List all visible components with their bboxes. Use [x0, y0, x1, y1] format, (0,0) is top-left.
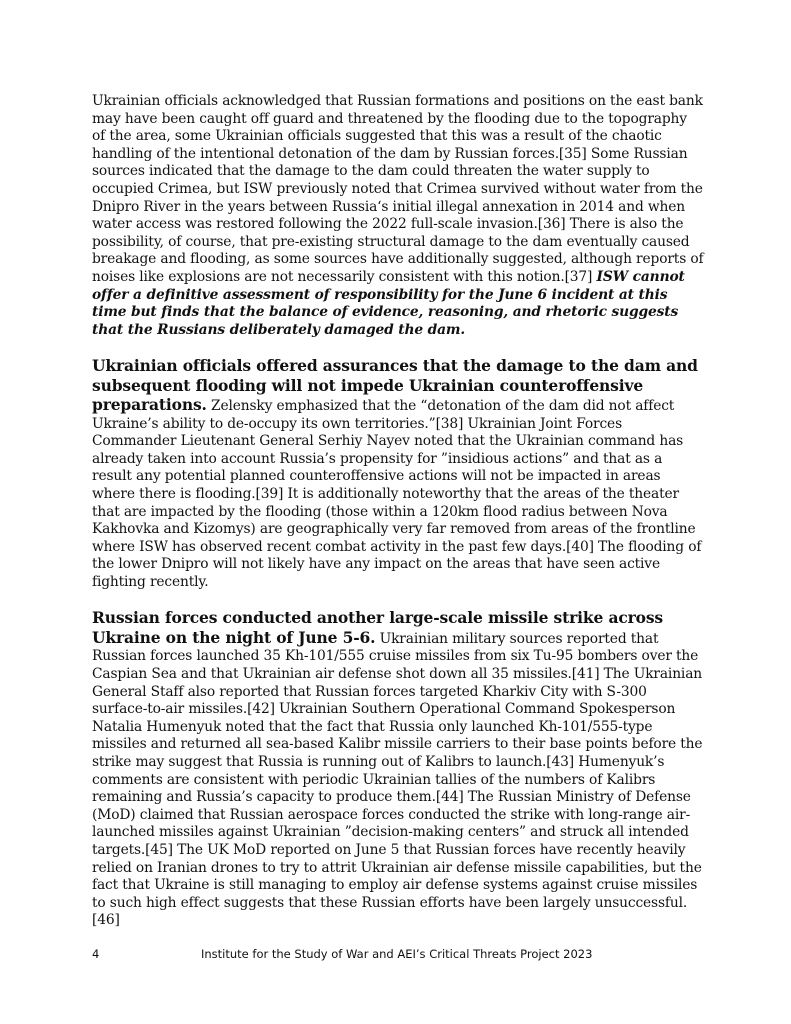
assessment-emphasis: ISW cannot offer a definitive assessment of responsibility for the June 6 incident at this time but finds that the balance of evidence, reasoning, and rhetoric suggests that the Russians deliberately damaged the dam. — [92, 268, 685, 338]
paragraph-counteroffensive — [92, 357, 704, 592]
page-number: 4 — [92, 947, 100, 961]
paragraph-missile-strike — [92, 609, 704, 930]
paragraph-text: Ukrainian officials acknowledged that Russian formations and positions on the east bank may have been caught off guard and threatened by the flooding due to the topography of the area, some Ukrainian officials suggested that this was a result of the chaotic handling of the intentional detonation of the dam by Russian forces.[35] Some Russian sources indicated that the damage to the dam could threaten the water supply to occupied Crimea, but ISW previously noted that Crimea survived without water from the Dnipro River in the years between Russia‘s initial illegal annexation in 2014 and when water access was restored following the 2022 full-scale invasion.[36] There is also the possibility, of course, that pre-existing structural damage to the dam eventually caused breakage and flooding, as some sources have additionally suggested, although reports of noises like explosions are not necessarily consistent with this notion.[37] — [92, 93, 704, 285]
paragraph-lead: Russian forces conducted another large-scale missile strike across Ukraine on the night of June 5-6. — [92, 608, 663, 647]
paragraph-text: Zelensky emphasized that the “detonation of the dam did not affect Ukraine’s ability to de-occupy its own territories.”[38] Ukrainian Joint Forces Commander Lieutenant General Serhiy Nayev noted that the Ukrainian command has already taken into account Russia’s propensity for ”insidious actions” and that as a result any potential planned counteroffensive actions will not be impacted in areas where there is flooding.[39] It is additionally noteworthy that the areas of the theater that are impacted by the flooding (those within a 120km flood radius between Nova Kakhovka and Kizomys) are geographically very far removed from areas of the frontline where ISW has observed recent combat activity in the past few days.[40] The flooding of the lower Dnipro will not likely have any impact on the areas that have seen active fighting recently. — [92, 398, 702, 591]
paragraph-text: Ukrainian military sources reported that Russian forces launched 35 Kh-101/555 cruise missiles from six Tu-95 bombers over the Caspian Sea and that Ukrainian air defense shot down all 35 missiles.[41] The Ukrainian General Staff also reported that Russian forces targeted Kharkiv City with S-300 surface-to-air missiles.[42] Ukrainian Southern Operational Command Spokesperson Natalia Humenyuk noted that the fact that Russia only launched Kh-101/555-type missiles and returned all sea-based Kalibr missile carriers to their base points before the strike may suggest that Russia is running out of Kalibrs to launch.[43] Humenyuk’s comments are consistent with periodic Ukrainian tallies of the numbers of Kalibrs remaining and Russia’s capacity to produce them.[44] The Russian Ministry of Defense (MoD) claimed that Russian aerospace forces conducted the strike with long-range air-launched missiles against Ukrainian ”decision-making centers” and struck all intended targets.[45] The UK MoD reported on June 5 that Russian forces have recently heavily relied on Iranian drones to try to attrit Ukrainian air defense missile capabilities, but the fact that Ukraine is still managing to employ air defense systems against cruise missiles to such high effect suggests that these Russian efforts have been largely unsuccessful.[46] — [92, 630, 703, 929]
paragraph-dam-responsibility — [92, 93, 704, 339]
footer-text: Institute for the Study of War and AEI’s Critical Threats Project 2023 — [201, 947, 593, 961]
paragraph-lead: Ukrainian officials offered assurances that the damage to the dam and subsequent flooding will not impede Ukrainian counteroffensive preparations. — [92, 355, 698, 415]
document-body — [92, 93, 704, 948]
